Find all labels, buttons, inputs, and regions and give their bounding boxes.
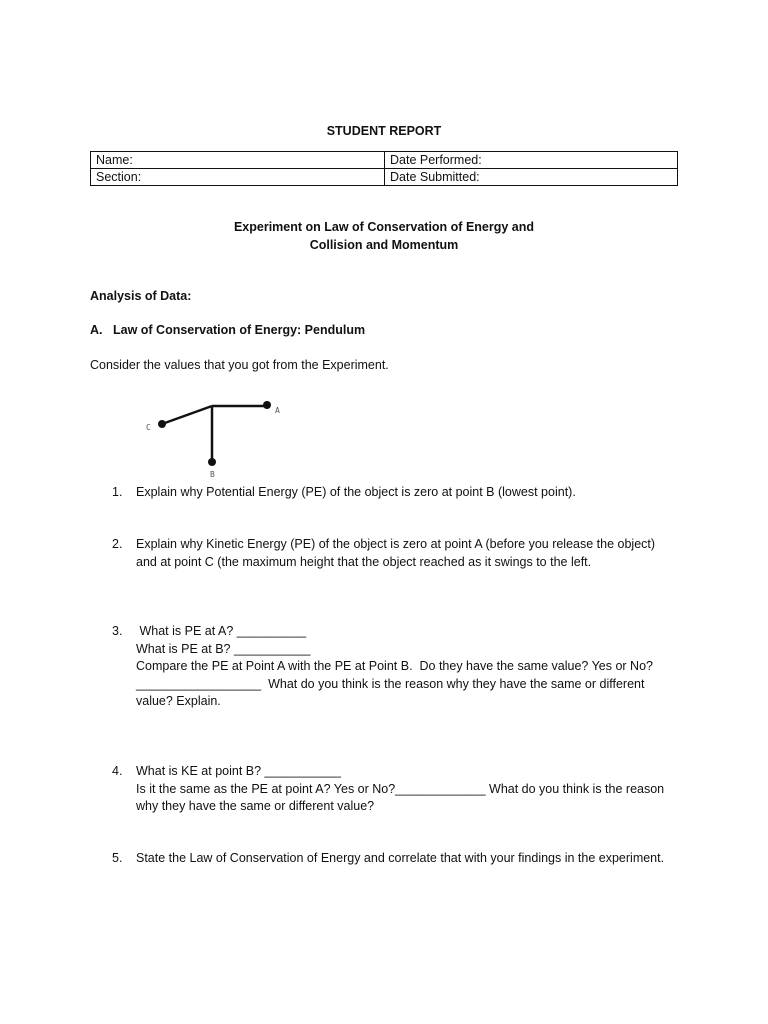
question-text: value? Explain. (136, 694, 221, 708)
date-performed-field[interactable]: Date Performed: (385, 152, 678, 169)
label-a: A (275, 406, 280, 415)
question-number: 5. (112, 851, 123, 865)
experiment-title (0, 219, 768, 254)
question-text: Explain why Kinetic Energy (PE) of the object is zero at point A (before you release the object) (136, 537, 656, 551)
question-text: and at point C (the maximum height that the object reached as it swings to the left. (136, 554, 592, 569)
experiment-title-line1: Experiment on Law of Conservation of Energy and (233, 220, 535, 234)
bob-a (263, 401, 271, 409)
table-row (91, 152, 678, 169)
label-c: C (146, 423, 151, 432)
section-a-heading (90, 323, 365, 337)
question-text: __________________ What do you think is the reason why they have the same or different (136, 676, 645, 691)
report-title: STUDENT REPORT (326, 124, 442, 138)
question-text: What is PE at B? ___________ (136, 641, 311, 656)
experiment-title-line2: Collision and Momentum (309, 237, 459, 252)
name-field[interactable]: Name: (91, 152, 385, 169)
question-text: What is PE at A? __________ (136, 624, 307, 638)
question-3 (112, 623, 692, 711)
section-a-letter: A. (90, 323, 103, 337)
question-text: Explain why Potential Energy (PE) of the object is zero at point B (lowest point). (136, 485, 576, 499)
question-4 (112, 763, 692, 816)
table-row (91, 169, 678, 186)
question-text: What is KE at point B? ___________ (136, 764, 342, 778)
question-number: 1. (112, 485, 123, 499)
question-number: 4. (112, 764, 123, 778)
analysis-heading: Analysis of Data: (90, 289, 192, 303)
question-5 (112, 850, 692, 868)
student-info-table (90, 151, 678, 186)
pendulum-diagram (135, 390, 295, 480)
question-text: Compare the PE at Point A with the PE at Point B. Do they have the same value? Yes or No? (136, 659, 653, 673)
pendulum-string-c (162, 406, 212, 424)
question-text: Is it the same as the PE at point A? Yes or No?_____________ What do you think is the reason (136, 781, 665, 796)
question-1 (112, 484, 692, 502)
bob-b (208, 458, 216, 466)
intro-text: Consider the values that you got from the Experiment. (90, 358, 389, 372)
question-text: why they have the same or different value? (136, 799, 375, 813)
question-number: 2. (112, 537, 123, 551)
section-a-title: Law of Conservation of Energy: Pendulum (113, 323, 366, 337)
date-submitted-field[interactable]: Date Submitted: (385, 169, 678, 186)
label-b: B (210, 470, 215, 479)
section-field[interactable]: Section: (91, 169, 385, 186)
question-text: State the Law of Conservation of Energy and correlate that with your findings in the experiment. (136, 851, 665, 865)
question-2 (112, 536, 692, 571)
bob-c (158, 420, 166, 428)
question-number: 3. (112, 624, 123, 638)
